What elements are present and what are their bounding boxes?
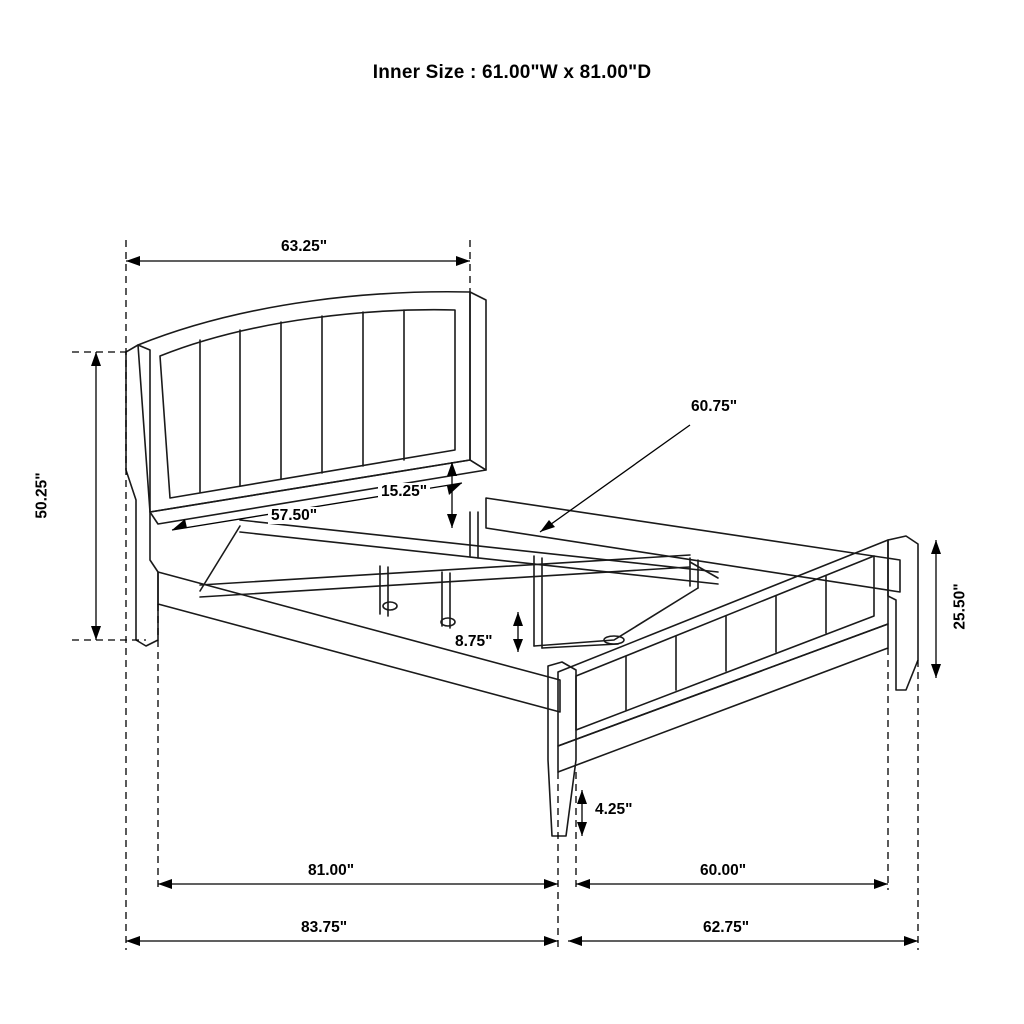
- arrow-62-75-left: [568, 936, 582, 946]
- label-headboard-panel-height: 15.25": [378, 483, 430, 500]
- arrow-63-25-right: [456, 256, 470, 266]
- leader-60-75: [540, 425, 690, 532]
- label-headboard-height: 50.25": [34, 469, 51, 521]
- label-side-length-inner: 81.00": [305, 862, 357, 879]
- arrow-4-25-top: [577, 790, 587, 804]
- slat-foot-1: [383, 602, 397, 610]
- arrow-60-75: [540, 520, 555, 532]
- arrow-60-left: [576, 879, 590, 889]
- arrow-83-75-left: [126, 936, 140, 946]
- label-footboard-width-inner: 60.00": [697, 862, 749, 879]
- headboard-outer-panel: [138, 292, 470, 512]
- label-headboard-outer-width: 63.25": [278, 238, 330, 255]
- extension-lines: [72, 240, 918, 950]
- footboard-bottom-rail: [558, 624, 888, 772]
- arrow-50-25-bottom: [91, 626, 101, 640]
- dimension-lines: [72, 240, 941, 950]
- label-side-length-outer: 83.75": [298, 919, 350, 936]
- slat-connector-left: [200, 526, 240, 591]
- arrow-8-75-bottom: [513, 639, 523, 652]
- slat-rail-top-edge: [200, 555, 690, 585]
- label-footboard-height: 25.50": [952, 580, 969, 632]
- arrow-25-50-top: [931, 540, 941, 554]
- label-rail-height: 8.75": [452, 633, 496, 650]
- arrow-25-50-bottom: [931, 664, 941, 678]
- arrow-81-right: [544, 879, 558, 889]
- headboard-right-post: [470, 292, 486, 470]
- label-footboard-width-outer: 62.75": [700, 919, 752, 936]
- arrow-62-75-right: [904, 936, 918, 946]
- arrow-50-25-top: [91, 352, 101, 366]
- slat-center-rail-top: [240, 520, 718, 572]
- slat-rail-bottom-edge: [200, 567, 690, 597]
- arrow-8-75-top: [513, 612, 523, 626]
- arrow-63-25-left: [126, 256, 140, 266]
- bed-illustration: [126, 292, 918, 836]
- side-rail-left: [158, 572, 560, 712]
- arrow-15-25-bottom: [447, 514, 457, 528]
- arrow-60-right: [874, 879, 888, 889]
- footboard-left-post: [548, 662, 576, 836]
- arrow-4-25-bottom: [577, 822, 587, 836]
- label-footboard-leg-clearance: 4.25": [592, 801, 636, 818]
- arrow-83-75-right: [544, 936, 558, 946]
- page-title: Inner Size : 61.00"W x 81.00"D: [372, 62, 652, 83]
- arrow-81-left: [158, 879, 172, 889]
- label-slat-callout: 60.75": [688, 398, 740, 415]
- side-rail-right: [486, 498, 900, 592]
- slat-foot-2: [441, 618, 455, 626]
- label-headboard-panel-width: 57.50": [268, 507, 320, 524]
